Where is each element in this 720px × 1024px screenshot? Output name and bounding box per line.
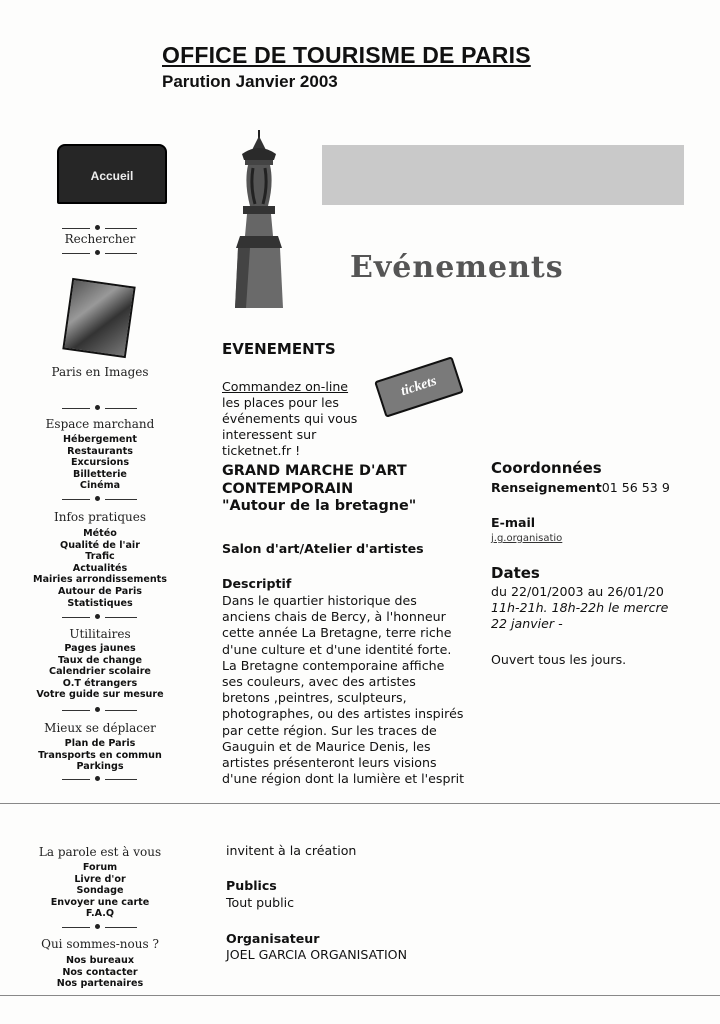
tickets-label: tickets bbox=[399, 373, 439, 400]
accueil-button[interactable] bbox=[57, 144, 167, 204]
descriptif-line: Gauguin et de Maurice Denis, les bbox=[222, 738, 431, 754]
organisateur-label: Organisateur bbox=[226, 931, 320, 946]
hours-line: 22 janvier - bbox=[491, 616, 563, 631]
menu-item[interactable]: F.A.Q bbox=[85, 908, 115, 920]
descriptif-line: photographes, ou des artistes inspirés bbox=[222, 706, 464, 722]
menu-la-parole bbox=[0, 862, 200, 920]
section-title-la-parole: La parole est à vous bbox=[38, 845, 162, 859]
menu-item[interactable]: Forum bbox=[82, 862, 118, 873]
ouvert-text: Ouvert tous les jours. bbox=[491, 652, 627, 667]
menu-item[interactable]: O.T étrangers bbox=[62, 677, 138, 689]
descriptif-continued: invitent à la création bbox=[226, 843, 357, 858]
divider bbox=[62, 494, 137, 504]
descriptif-line: ses couleurs, avec des artistes bbox=[222, 674, 416, 690]
accueil-label: Accueil bbox=[90, 169, 134, 183]
evenements-heading: EVENEMENTS bbox=[222, 340, 336, 358]
menu-item[interactable]: Autour de Paris bbox=[57, 585, 143, 597]
menu-item[interactable]: Plan de Paris bbox=[64, 738, 136, 749]
descriptif-line: bretons ,peintres, sculpteurs, bbox=[222, 690, 407, 706]
commandez-text: interessent sur bbox=[222, 427, 317, 442]
menu-item[interactable]: Parkings bbox=[76, 761, 124, 773]
menu-item[interactable]: Nos bureaux bbox=[65, 955, 135, 966]
header-banner bbox=[322, 145, 684, 205]
descriptif-line: La Bretagne contemporaine affiche bbox=[222, 657, 445, 673]
paris-images-link[interactable]: Paris en Images bbox=[51, 365, 149, 379]
menu-item[interactable]: Sondage bbox=[76, 885, 124, 897]
section-title-mieux-se-deplacer: Mieux se déplacer bbox=[44, 721, 156, 735]
menu-item[interactable]: Votre guide sur mesure bbox=[36, 689, 164, 701]
event-type: Salon d'art/Atelier d'artistes bbox=[222, 541, 424, 556]
page-title: OFFICE DE TOURISME DE PARIS bbox=[162, 42, 531, 68]
commandez-link[interactable]: Commandez on-line bbox=[222, 379, 349, 394]
menu-item[interactable]: Statistiques bbox=[67, 597, 133, 609]
publics-value: Tout public bbox=[226, 895, 295, 910]
descriptif-line: d'une culture et d'une identité forte. bbox=[222, 641, 452, 657]
divider bbox=[62, 612, 137, 622]
organisateur-value: JOEL GARCIA ORGANISATION bbox=[226, 947, 408, 962]
email-link[interactable]: j.g.organisatio bbox=[491, 533, 563, 544]
commandez-text: événements qui vous bbox=[222, 411, 358, 426]
menu-item[interactable]: Qualité de l'air bbox=[60, 539, 140, 551]
menu-espace-marchand bbox=[0, 434, 200, 492]
descriptif-line: Dans le quartier historique des bbox=[222, 593, 417, 608]
menu-infos-pratiques bbox=[0, 528, 200, 609]
section-title-infos-pratiques: Infos pratiques bbox=[53, 510, 146, 524]
commandez-block bbox=[222, 379, 357, 459]
renseignement-value: 01 56 53 9 bbox=[601, 480, 670, 495]
tickets-badge[interactable] bbox=[374, 356, 464, 417]
section-title-utilitaires: Utilitaires bbox=[69, 627, 131, 641]
dates-label: Dates bbox=[491, 564, 540, 582]
divider bbox=[62, 403, 137, 413]
page-break-line bbox=[0, 995, 720, 996]
rechercher-link[interactable]: Rechercher bbox=[64, 232, 136, 246]
event-title-line: CONTEMPORAIN bbox=[222, 480, 354, 497]
menu-item[interactable]: Pages jaunes bbox=[64, 643, 136, 654]
menu-utilitaires bbox=[0, 643, 200, 701]
section-title-qui-sommes-nous: Qui sommes-nous ? bbox=[41, 937, 159, 951]
event-title-line: GRAND MARCHE D'ART bbox=[222, 463, 407, 479]
divider bbox=[62, 774, 137, 784]
divider bbox=[62, 922, 137, 932]
menu-item[interactable]: Transports en commun bbox=[38, 749, 162, 761]
divider bbox=[62, 248, 137, 258]
email-label: E-mail bbox=[491, 515, 536, 530]
descriptif-line: par cette région. Sur les traces de bbox=[222, 722, 437, 738]
descriptif-line: artistes présenteront leurs visions bbox=[222, 755, 437, 771]
descriptif-label: Descriptif bbox=[222, 576, 292, 591]
page-subtitle: Parution Janvier 2003 bbox=[162, 72, 338, 91]
menu-item[interactable]: Livre d'or bbox=[74, 873, 126, 885]
menu-item[interactable]: Envoyer une carte bbox=[50, 896, 150, 908]
wallace-fountain-image bbox=[228, 128, 290, 312]
menu-item[interactable]: Excursions bbox=[70, 457, 130, 469]
coordonnees-label: Coordonnées bbox=[491, 459, 602, 477]
renseignement-label: Renseignement bbox=[491, 480, 602, 495]
commandez-text: ticketnet.fr ! bbox=[222, 443, 301, 458]
menu-item[interactable]: Nos contacter bbox=[62, 966, 138, 978]
dates-range: du 22/01/2003 au 26/01/20 bbox=[491, 584, 664, 599]
event-title bbox=[222, 463, 416, 516]
menu-qui-sommes-nous bbox=[0, 955, 200, 990]
section-title-espace-marchand: Espace marchand bbox=[45, 417, 155, 431]
section-heading: Evénements bbox=[350, 250, 564, 285]
menu-item[interactable]: Restaurants bbox=[67, 445, 133, 457]
publics-label: Publics bbox=[226, 878, 277, 893]
menu-item[interactable]: Mairies arrondissements bbox=[33, 574, 167, 586]
menu-item[interactable]: Actualités bbox=[72, 562, 128, 574]
menu-item[interactable]: Hébergement bbox=[63, 434, 137, 445]
paris-photo-image[interactable] bbox=[62, 278, 135, 358]
divider bbox=[62, 705, 137, 715]
menu-item[interactable]: Cinéma bbox=[79, 480, 121, 492]
commandez-text: les places pour les bbox=[222, 395, 339, 410]
descriptif-line: anciens chais de Bercy, à l'honneur bbox=[222, 609, 446, 625]
menu-item[interactable]: Trafic bbox=[85, 551, 115, 563]
descriptif-line: cette année La Bretagne, terre riche bbox=[222, 625, 452, 641]
menu-mieux-se-deplacer bbox=[0, 738, 200, 773]
page-break-line bbox=[0, 803, 720, 804]
descriptif-text bbox=[222, 593, 464, 787]
menu-item[interactable]: Taux de change bbox=[57, 654, 143, 666]
renseignement-row bbox=[491, 480, 670, 496]
menu-item[interactable]: Calendrier scolaire bbox=[49, 666, 151, 678]
hours-line: 11h-21h. 18h-22h le mercre bbox=[491, 600, 669, 615]
menu-item[interactable]: Météo bbox=[83, 528, 117, 539]
menu-item[interactable]: Nos partenaires bbox=[56, 978, 144, 990]
menu-item[interactable]: Billetterie bbox=[73, 468, 127, 480]
event-title-line: "Autour de la bretagne" bbox=[222, 498, 417, 514]
descriptif-line: d'une région dont la lumière et l'esprit bbox=[222, 771, 465, 787]
